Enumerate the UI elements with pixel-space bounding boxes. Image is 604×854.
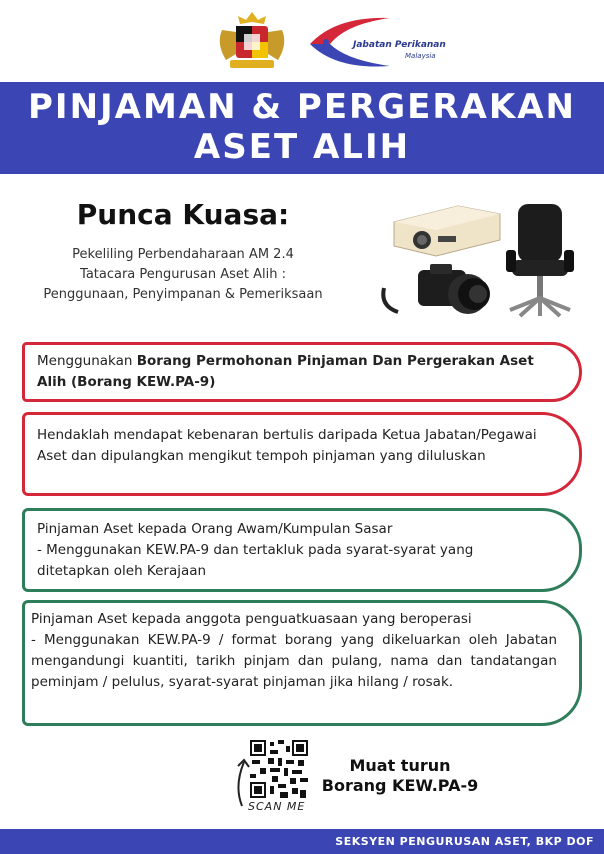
scan-me-label: SCAN ME	[248, 800, 306, 813]
punca-kuasa-line: Tatacara Pengurusan Aset Alih :	[80, 267, 286, 282]
info-box-text: Hendaklah mendapat kebenaran bertulis daripada Ketua Jabatan/Pegawai Aset dan dipulangkan mengikut tempoh pinjaman yang diluluskan	[37, 427, 537, 464]
coat-of-arms-icon	[212, 10, 292, 72]
info-box-text	[37, 351, 549, 393]
punca-kuasa-heading: Punca Kuasa:	[76, 198, 290, 231]
info-box-prefix: Menggunakan	[37, 353, 137, 369]
info-box-borang	[22, 342, 582, 402]
page-title-line2: ASET ALIH	[193, 127, 411, 167]
info-box-line: Pinjaman Aset kepada Orang Awam/Kumpulan Sasar	[37, 521, 393, 537]
download-label-line2: Borang KEW.PA-9	[321, 776, 479, 795]
qr-code-icon[interactable]	[250, 740, 308, 798]
dof-logo-text: Jabatan Perikanan	[353, 40, 446, 50]
page-title-line1: PINJAMAN & PERGERAKAN	[28, 87, 576, 127]
punca-kuasa-line: Penggunaan, Penyimpanan & Pemeriksaan	[43, 287, 323, 302]
info-box-text	[37, 519, 549, 582]
info-box-orang-awam	[22, 508, 582, 592]
info-box-line: - Menggunakan KEW.PA-9 / format borang yang dikeluarkan oleh Jabatan mengandungi kuantiti, tarikh pinjam dan pulang, nama dan tandatangan peminjam / pelulus, syarat-syarat pinjaman jika hilang / rosak.	[31, 632, 557, 690]
download-label-line1: Muat turun	[349, 756, 451, 775]
dof-logo-subtext: Malaysia	[405, 52, 436, 60]
info-box-line: - Menggunakan KEW.PA-9 dan tertakluk pada syarat-syarat yang ditetapkan oleh Kerajaan	[37, 542, 474, 579]
projector-icon	[388, 198, 506, 260]
info-box-penguatkuasaan	[22, 600, 582, 726]
info-box-text	[31, 609, 557, 693]
office-chair-icon	[500, 200, 580, 322]
camera-icon	[378, 258, 502, 318]
punca-kuasa-line: Pekeliling Perbendaharaan AM 2.4	[72, 247, 294, 262]
footer-text: SEKSYEN PENGURUSAN ASET, BKP DOF	[335, 835, 594, 848]
info-box-bold-text: Borang Permohonan Pinjaman Dan Pergerakan Aset Alih (Borang KEW.PA-9)	[37, 353, 534, 390]
info-box-line: Pinjaman Aset kepada anggota penguatkuasaan yang beroperasi	[31, 611, 472, 627]
info-box-kebenaran	[22, 412, 582, 496]
